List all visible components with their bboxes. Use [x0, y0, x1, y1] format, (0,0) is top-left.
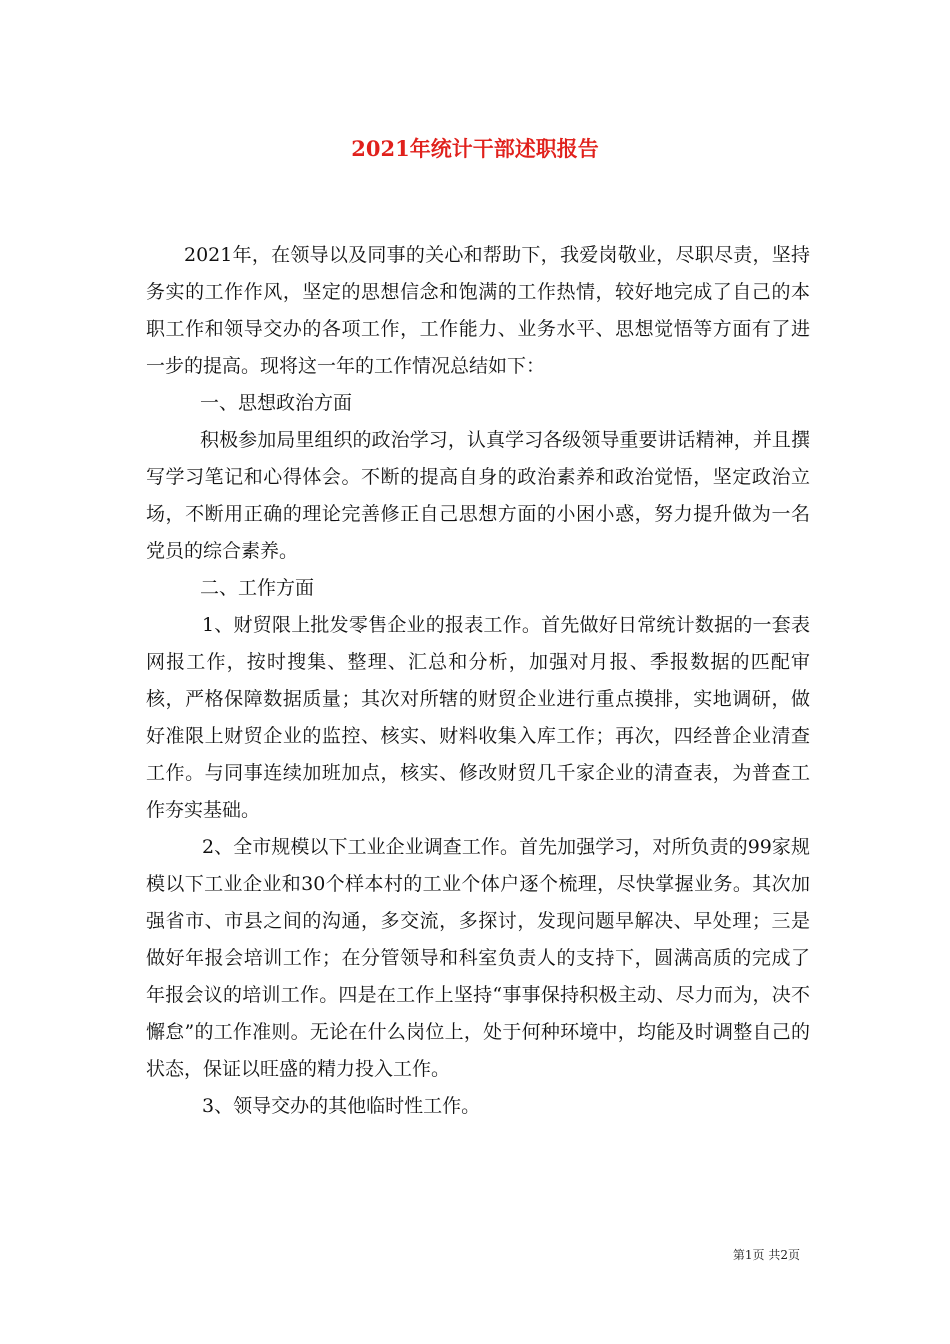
intro-paragraph: 2021年，在领导以及同事的关心和帮助下，我爱岗敬业，尽职尽责，坚持务实的工作作风，坚定的思想信念和饱满的工作热情，较好地完成了自己的本职工作和领导交办的各项工作，工作能力、业务水平、思想觉悟等方面有了进一步的提高。现将这一年的工作情况总结如下： [146, 244, 810, 377]
document-title: 2021年统计干部述职报告 [351, 136, 599, 161]
document-body [146, 237, 810, 1125]
section-heading-work: 二、工作方面 [200, 577, 315, 599]
political-paragraph: 积极参加局里组织的政治学习，认真学习各级领导重要讲话精神，并且撰写学习笔记和心得体会。不断的提高自身的政治素养和政治觉悟，坚定政治立场，不断用正确的理论完善修正自己思想方面的小困小惑，努力提升做为一名党员的综合素养。 [146, 429, 810, 562]
page-number-footer: 第1页 共2页 [732, 1248, 800, 1262]
section-heading-political: 一、思想政治方面 [200, 392, 353, 414]
work-item-3: 3、领导交办的其他临时性工作。 [202, 1095, 481, 1117]
work-item-2: 2、全市规模以下工业企业调查工作。首先加强学习，对所负责的99家规模以下工业企业和30个样本村的工业个体户逐个梳理，尽快掌握业务。其次加强省市、市县之间的沟通，多交流，多探讨，发现问题早解决、早处理；三是做好年报会培训工作；在分管领导和科室负责人的支持下，圆满高质的完成了年报会议的培训工作。四是在工作上坚持“事事保持积极主动、尽力而为，决不懈怠”的工作准则。无论在什么岗位上，处于何种环境中，均能及时调整自己的状态，保证以旺盛的精力投入工作。 [146, 836, 810, 1080]
work-item-1: 1、财贸限上批发零售企业的报表工作。首先做好日常统计数据的一套表网报工作，按时搜集、整理、汇总和分析，加强对月报、季报数据的匹配审核，严格保障数据质量；其次对所辖的财贸企业进行重点摸排，实地调研，做好准限上财贸企业的监控、核实、财料收集入库工作；再次，四经普企业清查工作。与同事连续加班加点，核实、修改财贸几千家企业的清查表，为普查工作夯实基础。 [146, 614, 810, 821]
